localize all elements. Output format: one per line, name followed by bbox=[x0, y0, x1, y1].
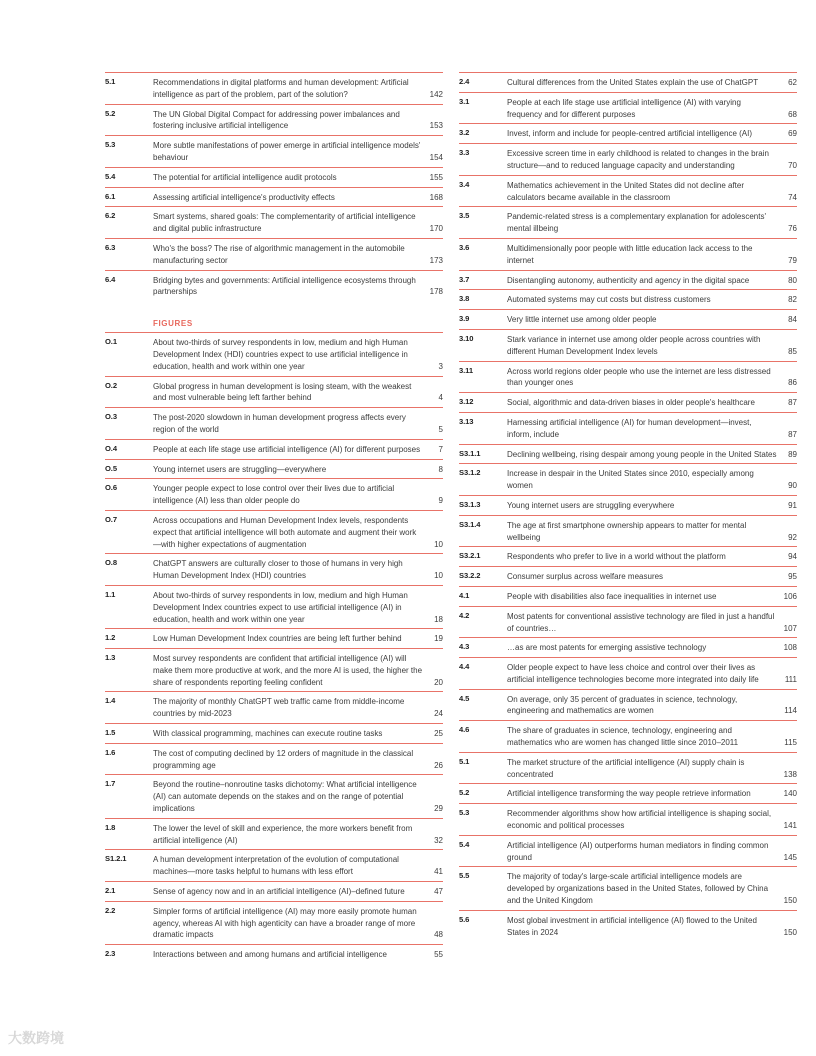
toc-entry[interactable] bbox=[459, 309, 797, 329]
toc-entry[interactable] bbox=[459, 329, 797, 361]
toc-entry[interactable] bbox=[105, 743, 443, 775]
entry-title: About two-thirds of survey respondents in low, medium and high Human Development Index countries expect to use artificial intelligence (AI) in education, health and work within one year bbox=[153, 590, 408, 624]
toc-entry[interactable] bbox=[459, 835, 797, 867]
toc-entry[interactable] bbox=[459, 495, 797, 515]
entry-title: Who's the boss? The rise of algorithmic management in the automobile manufacturing sector bbox=[153, 243, 405, 265]
toc-entry[interactable] bbox=[459, 123, 797, 143]
toc-entry[interactable] bbox=[105, 901, 443, 944]
entry-number: O.1 bbox=[105, 337, 117, 347]
entry-page: 111 bbox=[784, 674, 797, 684]
toc-entry[interactable] bbox=[105, 585, 443, 628]
toc-entry[interactable] bbox=[459, 412, 797, 444]
entry-page: 7 bbox=[438, 444, 443, 454]
entry-number: 3.6 bbox=[459, 242, 470, 252]
entry-title: Consumer surplus across welfare measures bbox=[507, 572, 664, 582]
entry-title: Invest, inform and include for people-centred artificial intelligence (AI) bbox=[507, 129, 753, 139]
entry-title: The post-2020 slowdown in human development progress affects every region of the world bbox=[153, 413, 406, 434]
entry-title: The majority of today's large-scale artificial intelligence models are developed by organizations based in the United States, followed by China and the United Kingdom bbox=[507, 872, 769, 906]
entry-title: Across occupations and Human Development Index levels, respondents expect that artificial intelligence will both automate and augment their work—with higher expectations of augmentation bbox=[153, 515, 417, 549]
toc-entry[interactable] bbox=[459, 175, 797, 207]
toc-entry[interactable] bbox=[459, 463, 797, 495]
entry-title: Beyond the routine–nonroutine tasks dichotomy: What artificial intelligence (AI) can automate depends on the stakes and on the range of potential implications bbox=[153, 780, 417, 814]
entry-title: Automated systems may cut costs but distress customers bbox=[507, 295, 711, 305]
entry-page: 141 bbox=[783, 821, 797, 831]
toc-entry[interactable] bbox=[459, 606, 797, 638]
toc-entry[interactable] bbox=[105, 648, 443, 691]
entry-page: 85 bbox=[788, 346, 797, 356]
right-figure-entries bbox=[459, 72, 797, 941]
entry-number: 5.1 bbox=[105, 77, 116, 86]
entry-number: 5.6 bbox=[459, 914, 470, 924]
entry-number: O.4 bbox=[105, 443, 117, 453]
entry-number: O.7 bbox=[105, 514, 117, 524]
entry-number: 3.5 bbox=[459, 211, 470, 221]
entry-title: Multidimensionally poor people with little education lack access to the internet bbox=[507, 243, 753, 265]
entry-page: 150 bbox=[783, 927, 797, 937]
entry-number: O.3 bbox=[105, 412, 117, 422]
entry-page: 94 bbox=[788, 552, 797, 562]
toc-entry[interactable] bbox=[459, 657, 797, 689]
entry-number: 5.3 bbox=[459, 808, 470, 818]
entry-number: 4.1 bbox=[459, 590, 470, 600]
entry-title: Very little internet use among older people bbox=[507, 315, 657, 325]
toc-entry[interactable] bbox=[105, 376, 443, 408]
entry-number: 4.5 bbox=[459, 693, 470, 703]
entry-number: 3.3 bbox=[459, 148, 470, 158]
entry-title: Increase in despair in the United States since 2010, especially among women bbox=[507, 469, 754, 491]
entry-title: People at each life stage use artificial intelligence (AI) for different purposes bbox=[153, 444, 421, 454]
entry-number: O.5 bbox=[105, 463, 117, 473]
entry-page: 153 bbox=[429, 121, 443, 131]
entry-title: Cultural differences from the United States explain the use of ChatGPT bbox=[507, 78, 759, 87]
entry-page: 69 bbox=[788, 129, 797, 139]
toc-entry[interactable] bbox=[105, 332, 443, 375]
toc-entry[interactable] bbox=[105, 510, 443, 553]
toc-entry[interactable] bbox=[459, 586, 797, 606]
toc-entry[interactable] bbox=[459, 783, 797, 803]
entry-page: 47 bbox=[434, 887, 443, 897]
toc-entry[interactable] bbox=[459, 803, 797, 835]
entry-number: 3.12 bbox=[459, 397, 474, 407]
toc-entry[interactable] bbox=[459, 752, 797, 784]
entry-number: 1.1 bbox=[105, 589, 116, 599]
entry-page: 41 bbox=[434, 867, 443, 877]
toc-entry[interactable] bbox=[105, 774, 443, 817]
entry-page: 62 bbox=[788, 78, 797, 87]
entry-number: 2.3 bbox=[105, 949, 116, 959]
toc-entry[interactable] bbox=[105, 238, 443, 270]
entry-page: 107 bbox=[783, 623, 797, 633]
entry-page: 80 bbox=[788, 275, 797, 285]
entry-page: 173 bbox=[429, 255, 443, 265]
entry-page: 25 bbox=[434, 729, 443, 739]
entry-title: More subtle manifestations of power emerge in artificial intelligence models' behaviour bbox=[153, 141, 421, 162]
entry-title: ChatGPT answers are culturally closer to those of humans in very high Human Development Index (HDI) countries bbox=[153, 559, 403, 581]
toc-entry[interactable] bbox=[105, 818, 443, 850]
entry-title: Excessive screen time in early childhood is related to changes in the brain structure—and to reduced language capacity and understanding bbox=[507, 149, 769, 170]
entry-number: O.2 bbox=[105, 380, 117, 390]
entry-title: Interactions between and among humans and artificial intelligence bbox=[153, 950, 387, 960]
watermark-text: 大数跨境 bbox=[8, 1030, 64, 1046]
entry-page: 84 bbox=[788, 315, 797, 325]
entry-page: 24 bbox=[434, 709, 443, 719]
entry-title: The UN Global Digital Compact for addressing power imbalances and fostering inclusive artificial intelligence bbox=[153, 109, 400, 131]
entry-title: Most survey respondents are confident that artificial intelligence (AI) will make them more productive at work, and the more AI is used, the higher the share of respondents reporting feeling confident bbox=[153, 654, 423, 687]
entry-number: 2.4 bbox=[459, 77, 470, 86]
toc-entry[interactable] bbox=[459, 515, 797, 547]
toc-entry[interactable] bbox=[105, 723, 443, 743]
entry-page: 95 bbox=[788, 572, 797, 582]
toc-entry[interactable] bbox=[105, 104, 443, 136]
toc-entry[interactable] bbox=[105, 187, 443, 207]
entry-number: 5.1 bbox=[459, 756, 470, 766]
entry-page: 89 bbox=[788, 449, 797, 459]
toc-entry[interactable] bbox=[459, 270, 797, 290]
entry-number: 1.7 bbox=[105, 779, 116, 789]
entry-number: 5.5 bbox=[459, 871, 470, 881]
entry-number: 4.2 bbox=[459, 610, 470, 620]
entry-page: 86 bbox=[788, 378, 797, 388]
entry-title: The majority of monthly ChatGPT web traffic came from middle-income countries by mid-2023 bbox=[153, 697, 405, 719]
entry-title: The age at first smartphone ownership appears to matter for mental wellbeing bbox=[507, 520, 747, 542]
toc-entry[interactable] bbox=[105, 849, 443, 881]
entry-page: 5 bbox=[438, 424, 443, 434]
entry-page: 138 bbox=[783, 769, 797, 779]
entry-page: 154 bbox=[429, 152, 443, 162]
entry-page: 8 bbox=[438, 464, 443, 474]
entry-title: Simpler forms of artificial intelligence (AI) may more easily promote human agency, whereas AI with high agenticity can have a broader range of more dramatic impacts bbox=[153, 906, 417, 940]
entry-number: 1.4 bbox=[105, 696, 116, 706]
entry-number: S3.2.1 bbox=[459, 551, 481, 561]
toc-entry[interactable] bbox=[459, 720, 797, 752]
entry-title: People at each life stage use artificial intelligence (AI) with varying frequency and for different purposes bbox=[507, 97, 741, 119]
entry-number: 5.2 bbox=[105, 108, 116, 118]
toc-entry[interactable] bbox=[105, 628, 443, 648]
toc-entry[interactable] bbox=[459, 72, 797, 92]
entry-number: 3.1 bbox=[459, 96, 470, 106]
entry-page: 91 bbox=[788, 500, 797, 510]
entry-page: 170 bbox=[429, 224, 443, 234]
entry-page: 3 bbox=[438, 361, 443, 371]
entry-number: S3.1.3 bbox=[459, 499, 481, 509]
toc-entry[interactable] bbox=[459, 546, 797, 566]
entry-title: …as are most patents for emerging assistive technology bbox=[507, 643, 707, 653]
entry-page: 10 bbox=[434, 539, 443, 549]
entry-number: 4.6 bbox=[459, 725, 470, 735]
entry-number: S3.1.1 bbox=[459, 448, 481, 458]
entry-number: 3.2 bbox=[459, 128, 470, 138]
entry-number: S3.1.4 bbox=[459, 519, 481, 529]
entry-page: 55 bbox=[434, 950, 443, 960]
entry-title: Young internet users are struggling—everywhere bbox=[153, 464, 327, 474]
entry-number: 1.5 bbox=[105, 728, 116, 738]
entry-page: 142 bbox=[429, 89, 443, 99]
entry-number: 2.2 bbox=[105, 905, 116, 915]
entry-page: 178 bbox=[429, 287, 443, 297]
entry-title: Most global investment in artificial intelligence (AI) flowed to the United States in 2024 bbox=[507, 915, 757, 937]
entry-page: 19 bbox=[434, 634, 443, 644]
entry-page: 87 bbox=[788, 429, 797, 439]
entry-number: 6.1 bbox=[105, 191, 116, 201]
entry-title: Artificial intelligence (AI) outperforms human mediators in finding common ground bbox=[507, 840, 769, 862]
entry-page: 4 bbox=[438, 393, 443, 403]
right-column bbox=[459, 72, 797, 941]
entry-number: 1.3 bbox=[105, 653, 116, 663]
entry-page: 87 bbox=[788, 398, 797, 408]
entry-number: 3.7 bbox=[459, 274, 470, 284]
entry-title: People with disabilities also face inequalities in internet use bbox=[507, 591, 717, 601]
entry-page: 10 bbox=[434, 571, 443, 581]
toc-entry[interactable] bbox=[459, 206, 797, 238]
entry-title: Recommendations in digital platforms and human development: Artificial intelligence as part of the problem, part of the solution? bbox=[153, 78, 409, 99]
entry-title: Bridging bytes and governments: Artificial intelligence ecosystems through partnerships bbox=[153, 275, 416, 297]
entry-title: The cost of computing declined by 12 orders of magnitude in the classical programming age bbox=[153, 748, 414, 770]
toc-entry[interactable] bbox=[459, 238, 797, 270]
entry-page: 140 bbox=[783, 789, 797, 799]
entry-page: 92 bbox=[788, 532, 797, 542]
entry-page: 26 bbox=[434, 760, 443, 770]
toc-entry[interactable] bbox=[105, 553, 443, 585]
toc-entry[interactable] bbox=[105, 167, 443, 187]
toc-entry[interactable] bbox=[105, 944, 443, 964]
entry-title: Stark variance in internet use among older people across countries with different Human Development Index levels bbox=[507, 334, 761, 356]
entry-title: Pandemic-related stress is a complementary explanation for adolescents' mental illbeing bbox=[507, 212, 766, 234]
entry-title: The share of graduates in science, technology, engineering and mathematics who are women has changed little since 2010–2011 bbox=[507, 726, 739, 748]
entry-page: 150 bbox=[783, 896, 797, 906]
entry-title: Younger people expect to lose control over their lives due to artificial intelligence (AI) less than older people do bbox=[153, 484, 395, 506]
entry-title: Low Human Development Index countries are being left further behind bbox=[153, 634, 402, 644]
entry-title: Global progress in human development is losing steam, with the weakest and most vulnerable being left farther behind bbox=[153, 381, 412, 403]
entry-title: Declining wellbeing, rising despair among young people in the United States bbox=[507, 449, 777, 459]
entry-page: 115 bbox=[784, 738, 797, 748]
entry-number: 1.8 bbox=[105, 822, 116, 832]
entry-title: Smart systems, shared goals: The complementarity of artificial intelligence and digital public infrastructure bbox=[153, 212, 416, 234]
entry-page: 108 bbox=[783, 643, 797, 653]
entry-number: 3.11 bbox=[459, 365, 473, 375]
entry-number: 5.4 bbox=[459, 839, 470, 849]
entry-number: 1.6 bbox=[105, 747, 116, 757]
entry-title: Across world regions older people who use the internet are less distressed than younger ones bbox=[507, 366, 771, 388]
toc-entry[interactable] bbox=[105, 881, 443, 901]
entry-number: S1.2.1 bbox=[105, 854, 127, 864]
toc-entry[interactable] bbox=[459, 92, 797, 124]
entry-page: 9 bbox=[438, 496, 443, 506]
entry-number: 3.8 bbox=[459, 294, 470, 304]
entry-title: About two-thirds of survey respondents in low, medium and high Human Development Index (HDI) countries expect to use artificial intelligence in education, health and work within one year bbox=[153, 338, 408, 371]
entry-number: 4.3 bbox=[459, 642, 470, 652]
entry-number: 4.4 bbox=[459, 662, 470, 672]
left-figure-entries bbox=[105, 332, 443, 964]
entry-number: 3.10 bbox=[459, 333, 474, 343]
toc-entry[interactable] bbox=[105, 478, 443, 510]
toc-entry[interactable] bbox=[459, 361, 797, 393]
entry-title: Most patents for conventional assistive technology are filed in just a handful of countries… bbox=[507, 611, 775, 633]
entry-number: O.8 bbox=[105, 558, 117, 568]
entry-number: 5.4 bbox=[105, 171, 116, 181]
entry-title: Mathematics achievement in the United States did not decline after calculators became available in the classroom bbox=[507, 180, 745, 202]
entry-page: 79 bbox=[788, 255, 797, 265]
entry-page: 114 bbox=[784, 706, 797, 716]
entry-title: Artificial intelligence transforming the way people retrieve information bbox=[507, 789, 751, 799]
toc-entry[interactable] bbox=[105, 459, 443, 479]
entry-page: 18 bbox=[434, 614, 443, 624]
entry-page: 168 bbox=[429, 192, 443, 202]
entry-page: 20 bbox=[434, 677, 443, 687]
entry-page: 68 bbox=[788, 109, 797, 119]
entry-number: 6.3 bbox=[105, 242, 116, 252]
toc-entry[interactable] bbox=[459, 143, 797, 175]
entry-title: A human development interpretation of the evolution of computational machines—more tasks helpful to humans with less effort bbox=[153, 855, 399, 877]
entry-page: 48 bbox=[434, 930, 443, 940]
entry-number: 6.4 bbox=[105, 274, 116, 284]
entry-number: S3.1.2 bbox=[459, 468, 481, 478]
toc-entry[interactable] bbox=[459, 289, 797, 309]
entry-title: Sense of agency now and in an artificial intelligence (AI)–defined future bbox=[153, 887, 405, 897]
entry-page: 70 bbox=[788, 160, 797, 170]
toc-entry[interactable] bbox=[459, 444, 797, 464]
entry-page: 106 bbox=[783, 591, 797, 601]
entry-number: O.6 bbox=[105, 483, 117, 493]
toc-entry[interactable] bbox=[105, 691, 443, 723]
entry-title: On average, only 35 percent of graduates in science, technology, engineering and mathematics are women bbox=[507, 694, 738, 716]
entry-number: 5.3 bbox=[105, 140, 116, 150]
toc-entry[interactable] bbox=[105, 135, 443, 167]
entry-number: 6.2 bbox=[105, 211, 116, 221]
toc-entry[interactable] bbox=[105, 439, 443, 459]
entry-title: Respondents who prefer to live in a world without the platform bbox=[507, 552, 726, 562]
left-column bbox=[105, 72, 443, 964]
toc-entry[interactable] bbox=[105, 72, 443, 104]
entry-page: 74 bbox=[788, 192, 797, 202]
figures-heading: FIGURES bbox=[153, 319, 193, 329]
toc-entry[interactable] bbox=[459, 689, 797, 721]
entry-number: S3.2.2 bbox=[459, 571, 481, 581]
entry-page: 90 bbox=[788, 481, 797, 491]
entry-title: Social, algorithmic and data-driven biases in older people's healthcare bbox=[507, 398, 755, 408]
entry-title: With classical programming, machines can execute routine tasks bbox=[153, 729, 383, 739]
entry-title: Older people expect to have less choice and control over their lives as artificial intelligence technologies become more integrated into daily life bbox=[507, 663, 759, 684]
entry-number: 5.2 bbox=[459, 788, 470, 798]
entry-page: 32 bbox=[434, 835, 443, 845]
toc-entry[interactable] bbox=[105, 407, 443, 439]
entry-number: 1.2 bbox=[105, 633, 116, 643]
entry-page: 155 bbox=[429, 172, 443, 182]
left-top-entries bbox=[105, 72, 443, 301]
entry-title: The potential for artificial intelligence audit protocols bbox=[153, 172, 337, 182]
entry-title: The lower the level of skill and experience, the more workers benefit from artificial intelligence (AI) bbox=[153, 823, 413, 845]
entry-page: 76 bbox=[788, 224, 797, 234]
entry-page: 82 bbox=[788, 295, 797, 305]
toc-entry[interactable] bbox=[459, 866, 797, 909]
entry-number: 3.13 bbox=[459, 416, 474, 426]
toc-entry[interactable] bbox=[105, 270, 443, 302]
entry-number: 3.9 bbox=[459, 314, 470, 324]
entry-number: 3.4 bbox=[459, 179, 470, 189]
entry-title: Recommender algorithms show how artificial intelligence is shaping social, economic and political processes bbox=[507, 809, 772, 831]
toc-entry[interactable] bbox=[459, 566, 797, 586]
entry-page: 145 bbox=[783, 852, 797, 862]
entry-number: 2.1 bbox=[105, 886, 116, 896]
toc-entry[interactable] bbox=[459, 637, 797, 657]
entry-title: Harnessing artificial intelligence (AI) for human development—invest, inform, include bbox=[507, 417, 752, 439]
toc-entry[interactable] bbox=[105, 206, 443, 238]
entry-page: 29 bbox=[434, 804, 443, 814]
toc-entry[interactable] bbox=[459, 910, 797, 942]
toc-entry[interactable] bbox=[459, 392, 797, 412]
entry-title: The market structure of the artificial intelligence (AI) supply chain is concentrated bbox=[507, 757, 745, 779]
entry-title: Young internet users are struggling everywhere bbox=[507, 500, 675, 510]
entry-title: Disentangling autonomy, authenticity and agency in the digital space bbox=[507, 275, 750, 285]
entry-title: Assessing artificial intelligence's productivity effects bbox=[153, 192, 335, 202]
